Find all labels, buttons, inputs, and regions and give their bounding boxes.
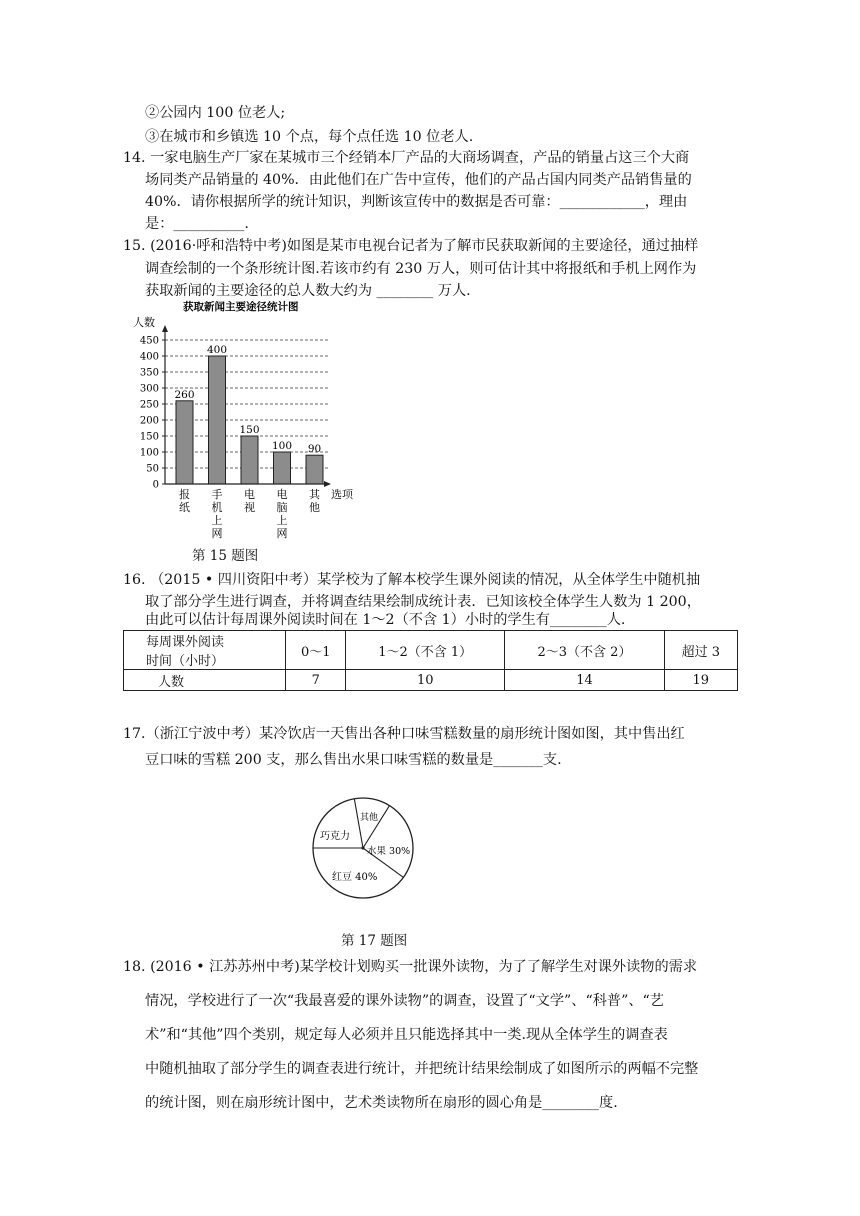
table-row [124,670,738,691]
table-column-header: 超过 3 [664,631,737,670]
q14-line-2: 场同类产品销量的 40%．由此他们在广告中宣传，他们的产品占国内同类产品销售量的 [145,172,692,188]
table-cell: 10 [346,670,505,691]
q15-line-1: 15. (2016·呼和浩特中考)如图是某市电视台记者为了解市民获取新闻的主要途径，通过抽样 [123,238,699,254]
bar [241,436,258,484]
bar [176,401,193,484]
x-tick-label: 电脑上网 [276,488,288,540]
bar-value-label: 150 [239,424,260,436]
x-axis-arrow [324,481,331,487]
x-tick-label: 报纸 [179,488,190,514]
y-tick-label: 300 [139,383,159,395]
bar-value-label: 400 [206,344,228,356]
x-tick-label: 电视 [244,488,255,514]
table-cell: 19 [664,670,737,691]
table-header-row [124,631,738,670]
q17-line-2: 豆口味的雪糕 200 支，那么售出水果口味雪糕的数量是_______支. [145,752,562,768]
pie-label-hongdou: 红豆 40% [332,872,378,883]
pie-center-dot [361,846,364,849]
q18-line-4: 中随机抽取了部分学生的调查表进行统计，并把统计结果绘制成了如图所示的两幅不完整 [145,1061,699,1077]
pie-label-qita: 其他 [360,813,379,823]
bar [209,356,226,484]
table-header-line-2: 时间（小时） [146,654,225,669]
bar-chart-ylabel: 人数 [133,316,155,329]
q14-line-3: 40%．请你根据所学的统计知识，判断该宣传中的数据是否可靠：____________，理由 [145,194,688,210]
bar-chart-xlabel: 选项 [331,488,353,501]
q15-line-2: 调查绘制的一个条形统计图.若该市约有 230 万人，则可估计其中将报纸和手机上网作为 [145,261,697,277]
q16-line-3: 由此可以估计每周课外阅读时间在 1～2（不含 1）小时的学生有________人. [145,612,626,628]
ice-cream-pie-chart [310,795,420,905]
bar [274,452,291,484]
y-tick-label: 150 [139,431,159,443]
news-source-bar-chart [125,296,385,540]
table-column-header: 2～3（不含 2） [505,631,664,670]
bar-value-label: 90 [307,443,322,456]
y-tick-label: 0 [152,479,159,491]
y-tick-label: 100 [139,447,159,459]
pie-label-shuiguo: 水果 30% [367,846,411,857]
y-tick-label: 400 [139,351,159,363]
q14-line-4: 是：__________. [145,216,249,232]
q13-option-3: ③在城市和乡镇选 10 个点，每个点任选 10 位老人. [145,129,474,145]
y-tick-label: 50 [146,463,159,475]
q17-line-1: 17.（浙江宁波中考）某冷饮店一天售出各种口味雪糕数量的扇形统计图如图，其中售出红 [123,726,685,742]
x-tick-label: 手机上网 [211,488,223,540]
bar [306,455,323,484]
table-cell: 7 [286,670,346,691]
q17-caption: 第 17 题图 [341,933,408,949]
table-header-cell [124,631,286,670]
q16-line-1: 16. （2015 • 四川资阳中考）某学校为了解本校学生课外阅读的情况，从全体学生中随机抽 [123,572,701,588]
q15-line-3: 获取新闻的主要途径的总人数大约为 ________ 万人. [145,283,471,299]
q15-caption: 第 15 题图 [192,548,259,564]
q16-line-2: 取了部分学生进行调查，并将调查结果绘制成统计表．已知该校全体学生人数为 1 200， [145,594,701,610]
q18-line-5: 的统计图，则在扇形统计图中，艺术类读物所在扇形的圆心角是________度. [145,1095,618,1111]
reading-time-table [123,630,738,691]
q14-line-1: 14. 一家电脑生产厂家在某城市三个经销本厂产品的大商场调查，产品的销量占这三个大商 [123,150,690,166]
y-tick-label: 250 [139,399,159,411]
bar-value-label: 260 [174,388,195,401]
table-column-header: 0～1 [286,631,346,670]
x-tick-label: 其他 [309,488,320,514]
y-axis-arrow [162,325,168,332]
table-row-label: 人数 [124,670,286,691]
q18-line-3: 术”和“其他”四个类别，规定每人必须并且只能选择其中一类.现从全体学生的调查表 [145,1027,668,1043]
q18-line-2: 情况，学校进行了一次“我最喜爱的课外读物”的调查，设置了“文学”、“科普”、“艺 [145,993,664,1009]
bar-chart-title: 获取新闻主要途径统计图 [183,301,299,313]
table-column-header: 1～2（不含 1） [346,631,505,670]
q18-line-1: 18. (2016 • 江苏苏州中考)某学校计划购买一批课外读物，为了了解学生对课外读物的需求 [123,959,698,975]
bar-value-label: 100 [271,440,293,452]
y-tick-label: 350 [139,367,159,379]
y-tick-label: 200 [139,415,159,427]
table-cell: 14 [505,670,664,691]
table-header-line-1: 每周课外阅读 [146,635,225,650]
pie-label-qiaokeli: 巧克力 [320,831,350,842]
y-tick-label: 450 [139,335,159,347]
q13-option-2: ②公园内 100 位老人; [145,105,286,121]
